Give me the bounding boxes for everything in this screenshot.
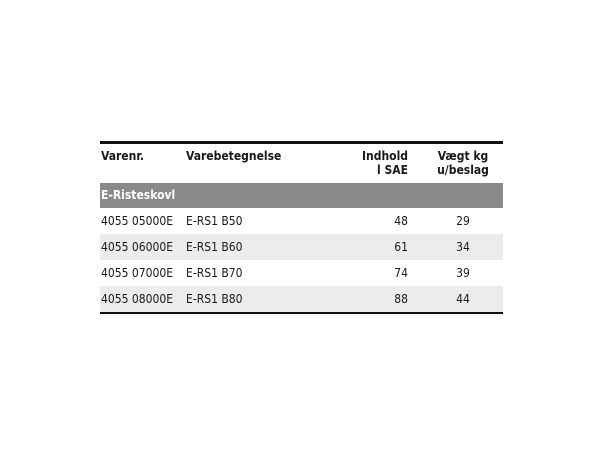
cell-vaegt: 29 <box>456 214 470 228</box>
cell-vaegt: 39 <box>456 266 470 280</box>
header-indhold-line2: l SAE <box>377 163 408 177</box>
header-vaegt-line2: u/beslag <box>437 163 489 177</box>
cell-varebetegnelse: E-RS1 B80 <box>186 292 243 306</box>
header-vaegt-line1: Vægt kg <box>437 149 489 163</box>
table-row <box>100 260 503 286</box>
cell-varenr: 4055 07000E <box>101 266 174 280</box>
cell-indhold: 61 <box>394 240 408 254</box>
cell-vaegt: 44 <box>456 292 470 306</box>
table-header <box>100 144 503 183</box>
bottom-rule <box>100 312 503 314</box>
cell-indhold: 88 <box>394 292 408 306</box>
cell-vaegt: 34 <box>456 240 470 254</box>
header-varebetegnelse: Varebetegnelse <box>186 149 282 163</box>
cell-varenr: 4055 08000E <box>101 292 174 306</box>
product-table <box>100 141 503 314</box>
cell-varebetegnelse: E-RS1 B60 <box>186 240 243 254</box>
header-vaegt <box>426 149 500 177</box>
header-varenr: Varenr. <box>101 149 145 163</box>
cell-varenr: 4055 05000E <box>101 214 174 228</box>
cell-indhold: 48 <box>394 214 408 228</box>
table-row <box>100 234 503 260</box>
cell-varebetegnelse: E-RS1 B50 <box>186 214 243 228</box>
table-row <box>100 208 503 234</box>
cell-varebetegnelse: E-RS1 B70 <box>186 266 243 280</box>
header-indhold <box>362 149 408 177</box>
table-row <box>100 286 503 312</box>
cell-varenr: 4055 06000E <box>101 240 174 254</box>
header-indhold-line1: Indhold <box>362 149 408 163</box>
group-header: E-Risteskovl <box>100 183 503 208</box>
cell-indhold: 74 <box>394 266 408 280</box>
